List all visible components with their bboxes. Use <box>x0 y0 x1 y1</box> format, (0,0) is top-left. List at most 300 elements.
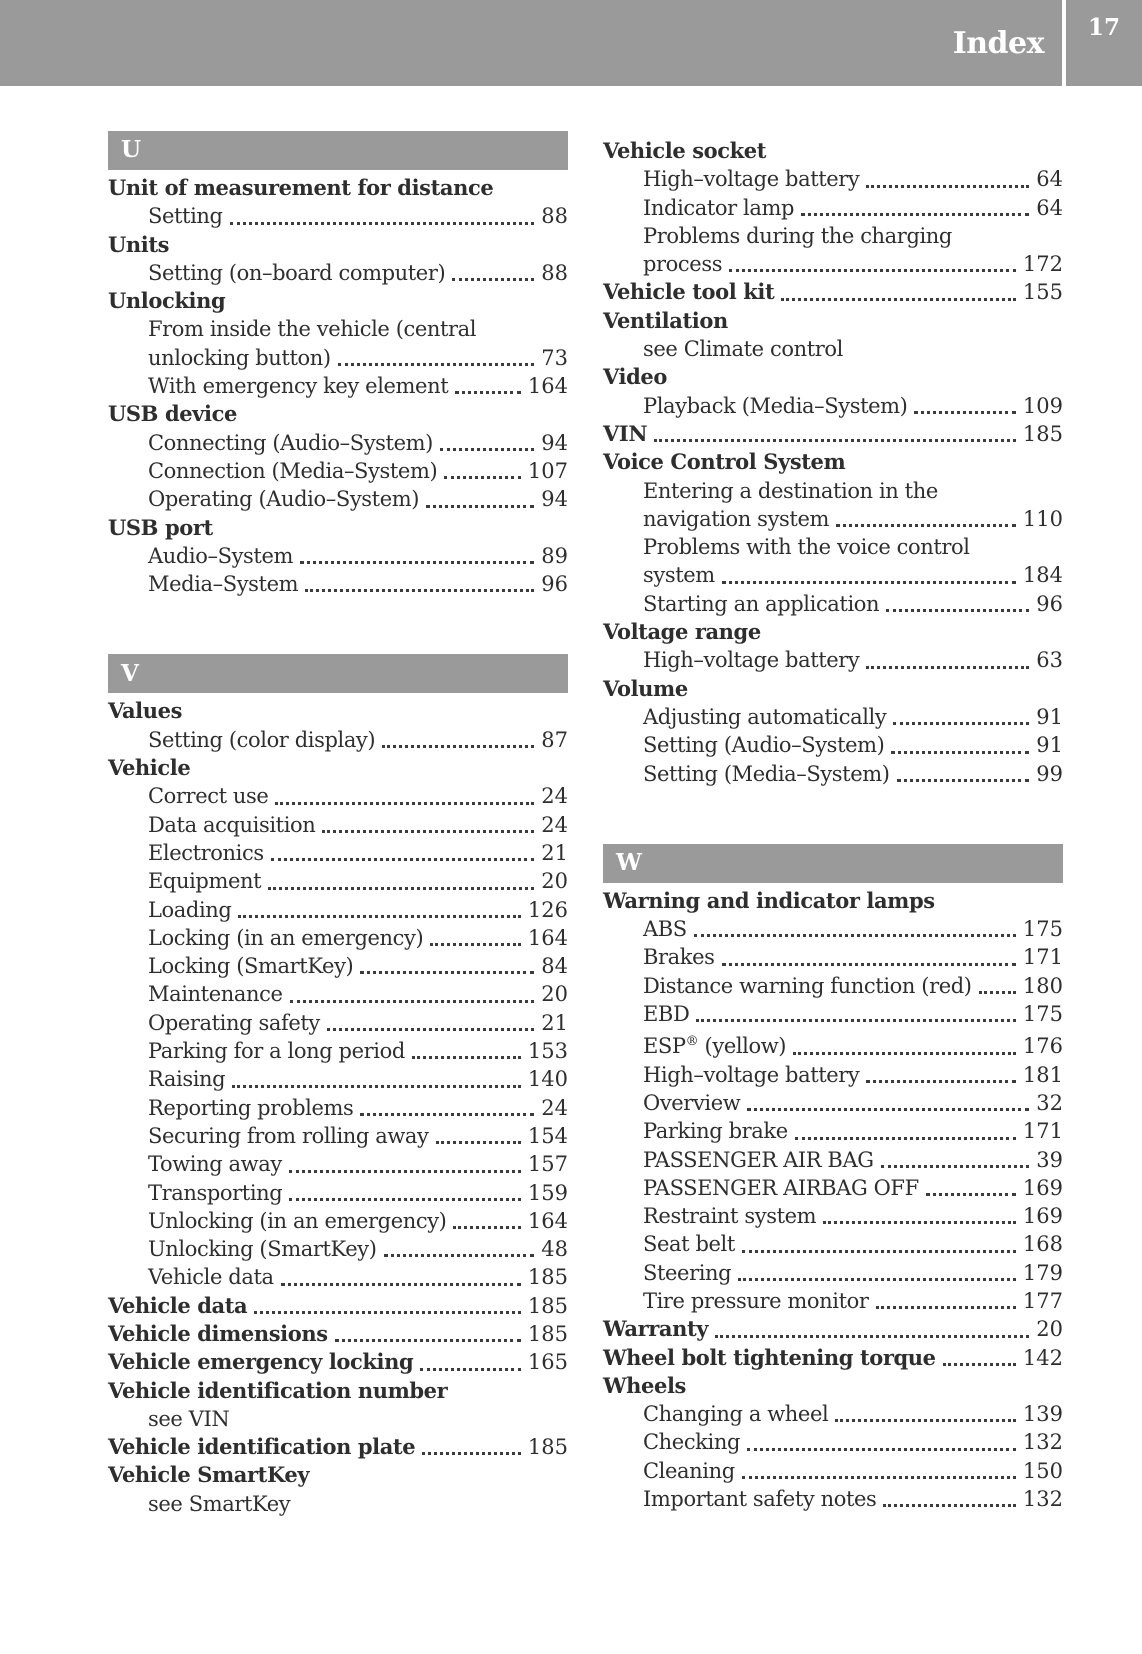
index-entry-sub <box>603 1428 1063 1456</box>
entry-label: Transporting <box>148 1180 283 1205</box>
entry-label: Audio–System <box>148 543 293 568</box>
dot-leader <box>801 213 1029 216</box>
index-entry-sub <box>603 1061 1063 1089</box>
index-entry-sub <box>603 703 1063 731</box>
index-entry-sub <box>108 315 568 372</box>
entry-label: Brakes <box>643 945 715 970</box>
entry-label: Playback (Media–System) <box>643 393 908 418</box>
entry-label: Setting (color display) <box>148 727 376 752</box>
index-entry-main <box>603 1372 1063 1400</box>
index-entry-main <box>603 420 1063 448</box>
entry-label: see Climate control <box>643 337 843 362</box>
dot-leader <box>360 1113 534 1116</box>
page-ref: 164 <box>527 374 568 399</box>
entry-label: Important safety notes <box>643 1487 877 1512</box>
index-entry-main <box>108 1348 568 1376</box>
index-entry-sub <box>108 1065 568 1093</box>
page-ref: 91 <box>1036 704 1063 729</box>
entry-label: Warning and indicator lamps <box>603 887 935 913</box>
dot-leader <box>281 1283 521 1286</box>
index-entry-sub <box>603 194 1063 222</box>
index-entry-sub <box>603 533 1063 590</box>
index-entry-sub <box>603 760 1063 788</box>
dot-leader <box>382 745 534 748</box>
dot-leader <box>254 1311 521 1314</box>
entry-label: Seat belt <box>643 1232 735 1257</box>
index-entry-sub <box>603 1000 1063 1028</box>
dot-leader <box>722 581 1016 584</box>
page-ref: 140 <box>527 1067 568 1092</box>
page-ref: 169 <box>1022 1175 1063 1200</box>
entry-label: Loading <box>148 897 232 922</box>
page-ref: 169 <box>1022 1204 1063 1229</box>
index-entry-sub <box>108 726 568 754</box>
index-entry-sub <box>108 1207 568 1235</box>
dot-leader <box>742 1250 1016 1253</box>
page-ref: 24 <box>541 1095 568 1120</box>
entry-label: see VIN <box>148 1406 230 1431</box>
entry-label: Reporting problems <box>148 1095 354 1120</box>
entry-label: Starting an application <box>643 591 880 616</box>
dot-leader <box>781 298 1016 301</box>
index-entry-sub <box>108 839 568 867</box>
page-ref: 63 <box>1036 648 1063 673</box>
dot-leader <box>943 1363 1016 1366</box>
entry-label: USB port <box>108 514 213 540</box>
index-entry-sub <box>603 165 1063 193</box>
page-ref: 84 <box>541 954 568 979</box>
page-ref: 171 <box>1022 945 1063 970</box>
entry-label: Connecting (Audio–System) <box>148 430 433 455</box>
index-entry-main <box>603 278 1063 306</box>
dot-leader <box>866 185 1029 188</box>
page-ref: 175 <box>1022 1002 1063 1027</box>
entry-label: USB device <box>108 401 237 427</box>
entry-label: Vehicle dimensions <box>108 1320 328 1346</box>
page-header <box>0 0 1142 86</box>
entry-label: Entering a destination in the <box>643 478 938 503</box>
index-entry-sub <box>603 1287 1063 1315</box>
index-entry-main <box>108 231 568 259</box>
page-ref: 126 <box>527 897 568 922</box>
index-entry-sub <box>603 1230 1063 1258</box>
page-ref: 64 <box>1036 167 1063 192</box>
entry-label: High–voltage battery <box>643 1062 860 1087</box>
dot-leader <box>289 1198 521 1201</box>
entry-label: Warranty <box>603 1316 709 1342</box>
index-entry-sub <box>108 867 568 895</box>
dot-leader <box>795 1137 1016 1140</box>
page-ref: 32 <box>1036 1090 1063 1115</box>
dot-leader <box>715 1335 1029 1338</box>
dot-leader <box>696 1019 1016 1022</box>
entry-label: ESP® (yellow) <box>643 1034 787 1059</box>
page-ref: 132 <box>1022 1487 1063 1512</box>
index-entry-main <box>108 1377 568 1405</box>
section-letter: W <box>616 849 642 877</box>
entry-label: Vehicle tool kit <box>603 279 775 305</box>
dot-leader <box>891 751 1029 754</box>
index-entry-sub <box>603 590 1063 618</box>
dot-leader <box>883 1504 1015 1507</box>
index-entry-sub <box>603 731 1063 759</box>
page-ref: 164 <box>527 1208 568 1233</box>
dot-leader <box>914 411 1015 414</box>
index-entry-sub <box>108 811 568 839</box>
index-entry-sub <box>108 542 568 570</box>
page-ref: 64 <box>1036 195 1063 220</box>
index-entry-sub <box>603 1202 1063 1230</box>
page-ref: 142 <box>1022 1345 1063 1370</box>
index-entry-main <box>603 448 1063 476</box>
section-letter: V <box>121 659 139 687</box>
index-entry-main <box>603 1315 1063 1343</box>
index-entry-sub <box>108 1490 568 1518</box>
entry-label: Vehicle SmartKey <box>108 1462 310 1488</box>
dot-leader <box>230 222 535 225</box>
page-ref: 165 <box>527 1350 568 1375</box>
entry-label: Adjusting automatically <box>643 704 887 729</box>
index-entry-main <box>603 675 1063 703</box>
index-entry-main <box>108 400 568 428</box>
entry-label: Operating (Audio–System) <box>148 487 420 512</box>
page-ref: 139 <box>1022 1402 1063 1427</box>
dot-leader <box>926 1193 1016 1196</box>
page-ref: 185 <box>527 1265 568 1290</box>
index-entry-sub <box>108 1009 568 1037</box>
page-ref: 164 <box>527 925 568 950</box>
entry-label: Maintenance <box>148 982 283 1007</box>
entry-label: Vehicle <box>108 755 191 781</box>
dot-leader <box>335 1339 521 1342</box>
entry-label: Setting (on–board computer) <box>148 260 446 285</box>
entry-label: Data acquisition <box>148 812 316 837</box>
entry-label: Unlocking (SmartKey) <box>148 1237 377 1262</box>
page-ref: 94 <box>541 430 568 455</box>
page-ref: 20 <box>541 982 568 1007</box>
page-ref: 176 <box>1022 1034 1063 1059</box>
entry-label: Wheels <box>603 1372 686 1398</box>
index-entry-main <box>603 887 1063 915</box>
dot-leader <box>886 609 1029 612</box>
index-entry-main <box>108 697 568 725</box>
index-column-left <box>108 131 568 1518</box>
dot-leader <box>426 505 534 508</box>
index-entry-main <box>108 174 568 202</box>
entry-label: system <box>643 563 715 588</box>
entry-label: Overview <box>643 1090 741 1115</box>
dot-leader <box>747 1108 1029 1111</box>
dot-leader <box>742 1476 1016 1479</box>
dot-leader <box>793 1052 1016 1055</box>
entry-label: Voice Control System <box>603 449 846 475</box>
entry-label: PASSENGER AIRBAG OFF <box>643 1175 919 1200</box>
entry-label: Parking for a long period <box>148 1039 405 1064</box>
index-entry-main <box>603 1344 1063 1372</box>
section-bar-W <box>603 844 1063 883</box>
dot-leader <box>866 666 1029 669</box>
dot-leader <box>238 915 520 918</box>
page-ref: 154 <box>527 1123 568 1148</box>
entry-label: Raising <box>148 1067 226 1092</box>
page-ref: 89 <box>541 543 568 568</box>
entry-label: Checking <box>643 1430 740 1455</box>
page-ref: 99 <box>1036 761 1063 786</box>
index-entry-main <box>603 307 1063 335</box>
entry-label: Volume <box>603 675 688 701</box>
index-entry-sub <box>603 646 1063 674</box>
page-ref: 177 <box>1022 1288 1063 1313</box>
page-ref: 96 <box>1036 591 1063 616</box>
entry-label: Indicator lamp <box>643 195 795 220</box>
dot-leader <box>455 391 521 394</box>
entry-label: Vehicle data <box>148 1265 274 1290</box>
entry-label: process <box>643 252 723 277</box>
page-ref: 87 <box>541 727 568 752</box>
entry-label: unlocking button) <box>148 345 331 370</box>
dot-leader <box>893 722 1029 725</box>
dot-leader <box>420 1368 521 1371</box>
index-entry-sub <box>603 915 1063 943</box>
index-entry-main <box>603 618 1063 646</box>
dot-leader <box>866 1080 1016 1083</box>
dot-leader <box>436 1141 521 1144</box>
page-ref: 94 <box>541 487 568 512</box>
index-entry-sub <box>603 1485 1063 1513</box>
entry-label: Securing from rolling away <box>148 1123 429 1148</box>
entry-label: Ventilation <box>603 307 728 333</box>
entry-label: Distance warning function (red) <box>643 973 972 998</box>
entry-label: Media–System <box>148 572 299 597</box>
page-ref: 157 <box>527 1152 568 1177</box>
index-entry-sub <box>108 259 568 287</box>
page-ref: 20 <box>1036 1317 1063 1342</box>
index-entry-sub <box>108 429 568 457</box>
dot-leader <box>979 991 1016 994</box>
dot-leader <box>452 278 534 281</box>
page-ref: 150 <box>1022 1458 1063 1483</box>
dot-leader <box>654 439 1016 442</box>
page-ref: 21 <box>541 840 568 865</box>
index-entry-sub <box>108 1094 568 1122</box>
dot-leader <box>430 943 521 946</box>
dot-leader <box>384 1254 535 1257</box>
index-entry-sub <box>108 1263 568 1291</box>
entry-label: Setting (Media–System) <box>643 761 890 786</box>
entry-label: High–voltage battery <box>643 648 860 673</box>
page-ref: 171 <box>1022 1119 1063 1144</box>
dot-leader <box>835 1419 1016 1422</box>
section-letter: U <box>121 136 141 164</box>
entry-label: PASSENGER AIR BAG <box>643 1147 874 1172</box>
dot-leader <box>300 561 534 564</box>
page-ref: 88 <box>541 204 568 229</box>
page-ref: 39 <box>1036 1147 1063 1172</box>
dot-leader <box>360 971 534 974</box>
entry-label: Parking brake <box>643 1119 788 1144</box>
page-ref: 185 <box>527 1435 568 1460</box>
page-ref: 185 <box>1022 421 1063 446</box>
entry-label: Vehicle socket <box>603 138 767 163</box>
page-ref: 109 <box>1022 393 1063 418</box>
entry-label: Unlocking (in an emergency) <box>148 1208 447 1233</box>
page-ref: 73 <box>541 345 568 370</box>
page-ref: 132 <box>1022 1430 1063 1455</box>
entry-label: Voltage range <box>603 619 761 645</box>
page-ref: 96 <box>541 572 568 597</box>
index-entry-sub <box>603 392 1063 420</box>
dot-leader <box>823 1221 1016 1224</box>
dot-leader <box>444 476 521 479</box>
index-entry-sub <box>603 222 1063 279</box>
index-entry-sub <box>603 972 1063 1000</box>
dot-leader <box>271 858 535 861</box>
index-entry-sub <box>108 457 568 485</box>
index-entry-main <box>603 137 1063 165</box>
page-ref: 179 <box>1022 1260 1063 1285</box>
index-entry-sub <box>603 1117 1063 1145</box>
entry-label: Vehicle identification number <box>108 1377 448 1403</box>
entry-label: Changing a wheel <box>643 1402 829 1427</box>
index-entry-main <box>603 363 1063 391</box>
index-entry-sub <box>108 782 568 810</box>
index-entry-sub <box>603 1146 1063 1174</box>
index-entry-sub <box>603 943 1063 971</box>
index-entry-sub <box>603 1174 1063 1202</box>
page-ref: 185 <box>527 1293 568 1318</box>
page-ref: 185 <box>527 1321 568 1346</box>
dot-leader <box>729 269 1016 272</box>
index-entry-sub <box>603 1457 1063 1485</box>
entry-label: Problems during the charging <box>643 223 952 248</box>
page-ref: 91 <box>1036 733 1063 758</box>
index-entry-main <box>108 1292 568 1320</box>
index-entry-sub <box>108 1122 568 1150</box>
page-ref: 107 <box>527 458 568 483</box>
index-entry-sub <box>108 924 568 952</box>
entry-label: From inside the vehicle (central <box>148 317 477 342</box>
index-entry-main <box>108 1433 568 1461</box>
entry-label: EBD <box>643 1002 690 1027</box>
page-ref: 184 <box>1022 563 1063 588</box>
dot-leader <box>694 934 1016 937</box>
page-ref: 155 <box>1022 280 1063 305</box>
page-ref: 172 <box>1022 252 1063 277</box>
page-ref: 153 <box>527 1039 568 1064</box>
page-ref: 48 <box>541 1237 568 1262</box>
dot-leader <box>327 1028 534 1031</box>
index-entry-sub <box>108 1235 568 1263</box>
entry-label: Wheel bolt tightening torque <box>603 1344 936 1370</box>
page-number: 17 <box>1087 14 1120 41</box>
index-entry-sub <box>108 1037 568 1065</box>
section-bar-V <box>108 654 568 693</box>
page-ref: 21 <box>541 1010 568 1035</box>
entry-label: With emergency key element <box>148 374 449 399</box>
index-entry-sub <box>108 980 568 1008</box>
index-entry-sub <box>108 570 568 598</box>
entry-label: Values <box>108 698 183 724</box>
dot-leader <box>876 1306 1016 1309</box>
dot-leader <box>836 524 1016 527</box>
index-entry-sub <box>603 477 1063 534</box>
dot-leader <box>275 802 534 805</box>
page-title: Index <box>952 25 1044 61</box>
index-entry-sub <box>108 896 568 924</box>
entry-label: Connection (Media–System) <box>148 458 438 483</box>
entry-label: navigation system <box>643 506 829 531</box>
dot-leader <box>747 1448 1016 1451</box>
dot-leader <box>232 1085 521 1088</box>
entry-label: Towing away <box>148 1152 282 1177</box>
page-ref: 159 <box>527 1180 568 1205</box>
dot-leader <box>412 1056 521 1059</box>
entry-label: Tire pressure monitor <box>643 1288 869 1313</box>
entry-label: Locking (in an emergency) <box>148 925 424 950</box>
index-entry-sub <box>603 1028 1063 1060</box>
index-entry-sub <box>108 1179 568 1207</box>
index-entry-main <box>108 1461 568 1489</box>
page-ref: 88 <box>541 260 568 285</box>
entry-label: Vehicle data <box>108 1292 248 1318</box>
section-bar-U <box>108 131 568 170</box>
index-entry-sub <box>108 952 568 980</box>
entry-label: ABS <box>643 917 687 942</box>
dot-leader <box>322 830 534 833</box>
entry-label: Vehicle identification plate <box>108 1434 416 1460</box>
dot-leader <box>453 1226 520 1229</box>
index-entry-sub <box>108 1405 568 1433</box>
page-ref: 175 <box>1022 917 1063 942</box>
page-ref: 20 <box>541 869 568 894</box>
entry-label: Units <box>108 231 170 257</box>
page-ref: 168 <box>1022 1232 1063 1257</box>
dot-leader <box>289 1170 521 1173</box>
entry-label: Vehicle emergency locking <box>108 1349 414 1375</box>
index-entry-main <box>108 1320 568 1348</box>
index-entry-sub <box>603 1400 1063 1428</box>
dot-leader <box>268 887 534 890</box>
page-ref: 110 <box>1022 506 1063 531</box>
entry-label: Steering <box>643 1260 732 1285</box>
entry-label: High–voltage battery <box>643 167 860 192</box>
entry-label: Setting (Audio–System) <box>643 733 885 758</box>
entry-label: Problems with the voice control <box>643 535 970 560</box>
index-entry-main <box>108 287 568 315</box>
index-entry-sub <box>108 202 568 230</box>
entry-label: Operating safety <box>148 1010 320 1035</box>
page-ref: 24 <box>541 812 568 837</box>
index-column-right <box>603 131 1063 1513</box>
page-ref: 24 <box>541 784 568 809</box>
entry-label: Unlocking <box>108 288 226 314</box>
dot-leader <box>738 1278 1016 1281</box>
entry-label: see SmartKey <box>148 1491 291 1516</box>
entry-label: Unit of measurement for distance <box>108 175 494 200</box>
page-ref: 180 <box>1022 973 1063 998</box>
entry-label: Correct use <box>148 784 269 809</box>
entry-label: Setting <box>148 204 223 229</box>
entry-label: VIN <box>603 420 648 446</box>
entry-label: Electronics <box>148 840 264 865</box>
index-entry-main <box>108 514 568 542</box>
index-entry-sub <box>603 1259 1063 1287</box>
dot-leader <box>881 1165 1030 1168</box>
dot-leader <box>722 963 1016 966</box>
dot-leader <box>440 448 534 451</box>
dot-leader <box>305 589 534 592</box>
index-entry-sub <box>108 372 568 400</box>
